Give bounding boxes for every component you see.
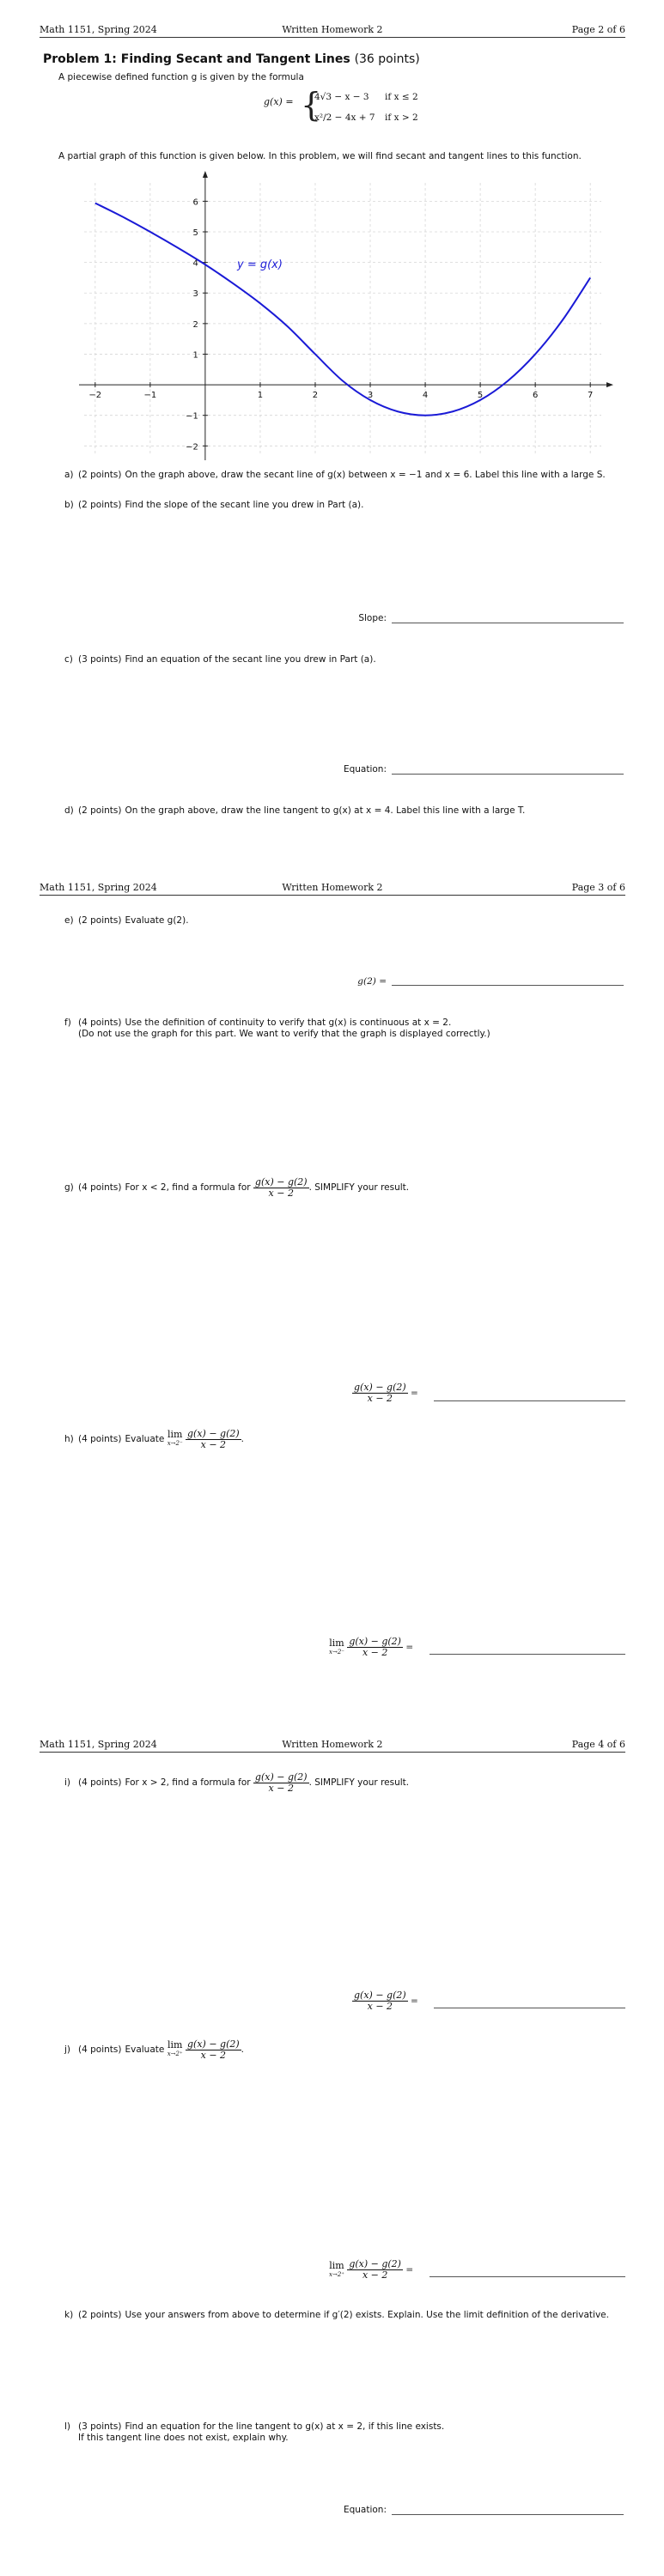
quotient-denominator: x − 2 [362, 2269, 388, 2281]
function-graph [0, 0, 664, 481]
course-name: Math 1151, Spring 2024 [40, 1739, 157, 1750]
part-c-label: c) [64, 654, 73, 665]
tick-labels [88, 197, 593, 452]
part-a [64, 470, 631, 481]
quotient-denominator: x − 2 [268, 1782, 294, 1794]
quotient-numerator: g(x) − g(2) [187, 1427, 240, 1439]
page-number: Page 3 of 6 [571, 882, 625, 893]
part-e [64, 915, 631, 927]
part-k-text: Use your answers from above to determine if g′(2) exists. Explain. Use the limit definition of the derivative. [125, 2310, 609, 2320]
equals-sign: = [411, 1388, 418, 1399]
lim-word: lim [329, 1637, 344, 1649]
part-c-points: (3 points) [78, 654, 122, 665]
piece-1-expr: 4√3 − x − 3 [314, 92, 369, 102]
graph-intro: A partial graph of this function is given below. In this problem, we will find secant and tangent lines to this function. [58, 151, 582, 161]
part-l-note: If this tangent line does not exist, explain why. [78, 2433, 289, 2443]
part-k [64, 2310, 631, 2321]
quotient-numerator: g(x) − g(2) [254, 1176, 308, 1188]
lim-subscript: x→2⁺ [167, 2050, 183, 2057]
y-tick-label: 2 [192, 319, 198, 330]
x-tick-label: 3 [367, 391, 374, 401]
tangent-equation-line[interactable] [392, 2514, 624, 2515]
part-e-points: (2 points) [78, 915, 122, 926]
quotient-numerator: g(x) − g(2) [254, 1771, 308, 1783]
part-f-text: Use the definition of continuity to verify that g(x) is continuous at x = 2. [125, 1018, 452, 1028]
part-h-points: (4 points) [78, 1434, 122, 1444]
part-g-points: (4 points) [78, 1182, 122, 1193]
curve-g [95, 204, 590, 416]
part-i-points: (4 points) [78, 1777, 122, 1788]
tangent-equation-label: Equation: [343, 2505, 387, 2515]
y-tick-label: 6 [192, 197, 198, 208]
part-i-text: For x > 2, find a formula for [125, 1777, 251, 1788]
y-tick-label: 4 [192, 258, 198, 269]
lim-subscript: x→2⁺ [329, 2270, 344, 2278]
part-f-note: (Do not use the graph for this part. We want to verify that the graph is displayed correctly.) [78, 1029, 490, 1039]
part-a-points: (2 points) [78, 470, 122, 480]
quotient-numerator: g(x) − g(2) [187, 2038, 240, 2050]
part-j: j) (4 points) Evaluate lim x→2⁺ $\frac{g(x) - g(2)}{x - 2}$ . [64, 2038, 245, 2061]
piece-2-cond: if x > 2 [385, 112, 418, 123]
quotient-denominator: x − 2 [367, 2001, 393, 2012]
problem-points: (36 points) [354, 52, 420, 66]
x-tick-label: 7 [588, 391, 594, 401]
g-answer-line[interactable] [434, 1400, 625, 1401]
problem-intro: A piecewise defined function g is given by the formula [58, 72, 304, 82]
x-tick-label: 2 [312, 391, 319, 401]
lim-word: lim [167, 1429, 183, 1440]
quotient-numerator: g(x) − g(2) [354, 1382, 406, 1393]
lim-word: lim [167, 2039, 183, 2050]
lim-word: lim [329, 2259, 344, 2271]
part-g-label: g) [64, 1182, 74, 1193]
quotient-denominator: x − 2 [200, 2049, 227, 2061]
part-l [64, 2421, 631, 2444]
part-i [64, 1771, 631, 1795]
x-tick-label: 4 [422, 391, 429, 401]
j-answer-line[interactable] [429, 2276, 625, 2277]
part-j-points: (4 points) [78, 2044, 122, 2055]
quotient-numerator: g(x) − g(2) [349, 2258, 401, 2269]
x-tick-label: −1 [143, 391, 157, 401]
h-answer-label [329, 1637, 413, 1658]
slope-answer-label: Slope: [358, 613, 387, 623]
piece-1-cond: if x ≤ 2 [385, 92, 418, 102]
course-name: Math 1151, Spring 2024 [40, 24, 157, 35]
x-tick-label: 6 [532, 391, 539, 401]
g-answer-label [352, 1382, 418, 1404]
part-f-points: (4 points) [78, 1018, 122, 1028]
page-number: Page 4 of 6 [571, 1739, 625, 1750]
y-tick-label: −1 [186, 411, 198, 422]
y-tick-label: 5 [192, 228, 198, 238]
quotient-denominator: x − 2 [362, 1647, 388, 1658]
g2-answer-label: g(2) = [357, 976, 387, 987]
part-d-label: d) [64, 805, 74, 816]
part-f-label: f) [64, 1018, 71, 1028]
assignment-name: Written Homework 2 [282, 1739, 383, 1750]
part-h: h) (4 points) Evaluate lim x→2⁻ $\frac{g(x) - g(2)}{x - 2}$ . [64, 1427, 245, 1450]
y-axis-arrow [203, 171, 208, 178]
part-g-text-end: . SIMPLIFY your result. [308, 1182, 410, 1193]
part-i-text-end: . SIMPLIFY your result. [308, 1777, 410, 1788]
assignment-name: Written Homework 2 [282, 24, 383, 35]
part-a-label: a) [64, 470, 74, 480]
page-number: Page 2 of 6 [571, 24, 625, 35]
quotient-denominator: x − 2 [200, 1438, 227, 1450]
y-tick-label: 3 [192, 289, 198, 300]
lim-subscript: x→2⁻ [167, 1440, 183, 1447]
y-tick-label: 1 [192, 350, 198, 361]
part-i-label: i) [64, 1777, 71, 1788]
equals-sign: = [405, 1642, 414, 1653]
part-a-text: On the graph above, draw the secant line of g(x) between x = −1 and x = 6. Label this line with a large S. [125, 470, 606, 480]
part-g [64, 1176, 631, 1200]
quotient-denominator: x − 2 [268, 1187, 294, 1199]
difference-quotient [253, 1177, 309, 1199]
y-tick-label: −2 [186, 442, 198, 453]
part-l-points: (3 points) [78, 2421, 122, 2432]
part-b-text: Find the slope of the secant line you drew in Part (a). [125, 500, 364, 510]
part-g-text: For x < 2, find a formula for [125, 1182, 251, 1193]
part-h-text: Evaluate [125, 1434, 165, 1444]
curve-label: y = g(x) [237, 258, 283, 271]
secant-equation-label: Equation: [343, 764, 387, 775]
grid-lines [84, 183, 601, 455]
part-k-points: (2 points) [78, 2310, 122, 2320]
function-name: g(x) = [264, 96, 294, 107]
piecewise-brace: { [301, 86, 322, 124]
page-header-3 [40, 882, 625, 896]
equals-sign: = [405, 2264, 414, 2275]
part-j-label: j) [64, 2044, 71, 2055]
part-f [64, 1018, 631, 1040]
secant-equation-line[interactable] [392, 774, 624, 775]
part-k-label: k) [64, 2310, 74, 2320]
part-b-label: b) [64, 500, 74, 510]
assignment-name: Written Homework 2 [282, 882, 383, 893]
quotient-numerator: g(x) − g(2) [354, 1990, 406, 2001]
part-b [64, 500, 631, 511]
part-e-text: Evaluate g(2). [125, 915, 189, 926]
problem-title-text: Problem 1: Finding Secant and Tangent Lines [43, 52, 350, 66]
x-tick-label: 5 [477, 391, 484, 401]
part-b-points: (2 points) [78, 500, 122, 510]
part-l-text: Find an equation for the line tangent to g(x) at x = 2, if this line exists. [125, 2421, 445, 2432]
part-d-text: On the graph above, draw the line tangent to g(x) at x = 4. Label this line with a large T. [125, 805, 526, 816]
part-j-text: Evaluate [125, 2044, 165, 2055]
equals-sign: = [411, 1996, 418, 2007]
x-tick-label: −2 [88, 391, 102, 401]
part-c-text: Find an equation of the secant line you drew in Part (a). [125, 654, 376, 665]
limit-notation [168, 1431, 183, 1448]
lim-subscript: x→2⁻ [329, 1648, 344, 1656]
part-l-label: l) [64, 2421, 71, 2432]
i-answer-label [352, 1990, 418, 2012]
j-answer-label [329, 2259, 413, 2281]
part-d [64, 805, 631, 817]
axes [79, 171, 613, 460]
part-h-label: h) [64, 1434, 74, 1444]
part-e-label: e) [64, 915, 74, 926]
course-name: Math 1151, Spring 2024 [40, 882, 157, 893]
g2-answer-line[interactable] [392, 985, 624, 986]
quotient-numerator: g(x) − g(2) [349, 1636, 401, 1647]
piece-2-expr: x²/2 − 4x + 7 [314, 112, 375, 123]
part-d-points: (2 points) [78, 805, 122, 816]
x-tick-label: 1 [257, 391, 264, 401]
quotient-denominator: x − 2 [367, 1393, 393, 1404]
x-axis-arrow [606, 382, 613, 387]
page-header-4 [40, 1739, 625, 1753]
h-answer-line[interactable] [429, 1654, 625, 1655]
part-c [64, 654, 631, 665]
